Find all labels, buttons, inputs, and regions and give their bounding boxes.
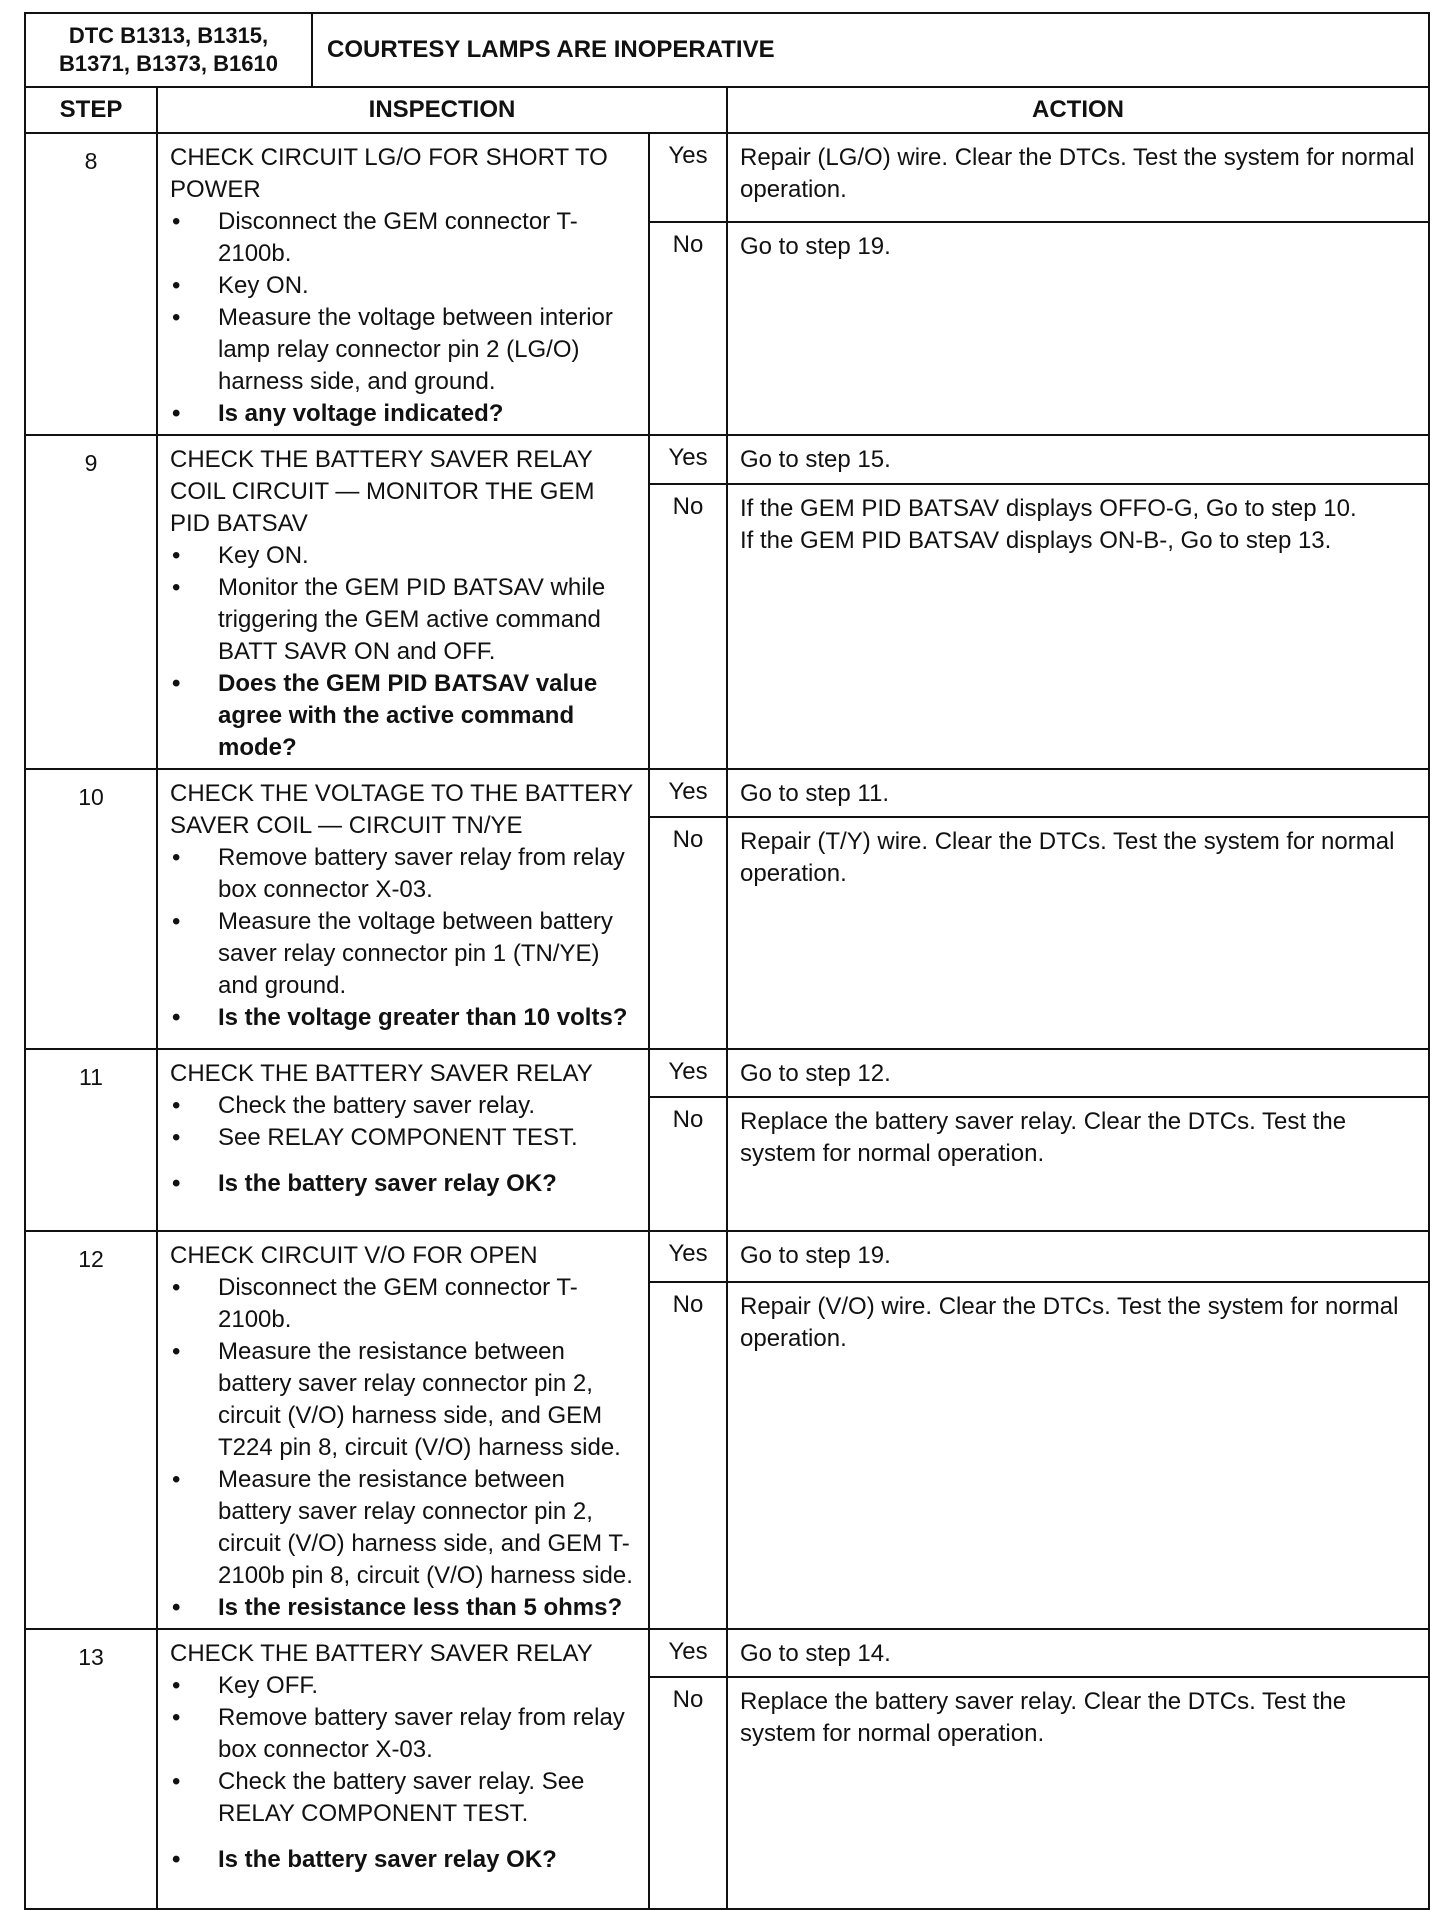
table-body [25, 133, 1429, 1909]
inspection-cell [157, 1049, 649, 1231]
inspection-list [170, 206, 638, 430]
inspection-cell [157, 133, 649, 435]
yes-action [727, 1629, 1429, 1677]
action-text: Repair (LG/O) wire. Clear the DTCs. Test the system for normal operation. [740, 144, 1415, 203]
inspection-list [170, 540, 638, 764]
inspection-title: CHECK THE BATTERY SAVER RELAY COIL CIRCUIT — MONITOR THE GEM PID BATSAV [170, 446, 595, 537]
inspection-step: • Key ON. [170, 540, 638, 572]
no-action [727, 1677, 1429, 1909]
yes-label: Yes [649, 133, 727, 222]
table-row-yes [25, 1231, 1429, 1282]
dtc-line-1: DTC B1313, B1315, [68, 23, 269, 48]
inspection-cell [157, 435, 649, 769]
action-text: Replace the battery saver relay. Clear the DTCs. Test the system for normal operation. [740, 1688, 1347, 1747]
step-number: 9 [25, 435, 157, 769]
column-header-row [25, 87, 1429, 133]
action-text: Replace the battery saver relay. Clear the DTCs. Test the system for normal operation. [740, 1108, 1347, 1167]
no-label: No [649, 817, 727, 1049]
inspection-title: CHECK THE BATTERY SAVER RELAY [170, 1640, 593, 1667]
inspection-question: • Is any voltage indicated? [170, 398, 638, 430]
yes-action [727, 769, 1429, 817]
inspection-list [170, 1272, 638, 1624]
yes-label: Yes [649, 435, 727, 484]
action-text: Go to step 19. [740, 1242, 891, 1269]
inspection-step: • Check the battery saver relay. [170, 1090, 638, 1122]
table-row-yes [25, 435, 1429, 484]
step-number: 13 [25, 1629, 157, 1909]
inspection-question: • Is the battery saver relay OK? [170, 1168, 638, 1200]
yes-action [727, 1049, 1429, 1097]
step-number: 12 [25, 1231, 157, 1629]
no-label: No [649, 1097, 727, 1231]
action-text: Repair (V/O) wire. Clear the DTCs. Test the system for normal operation. [740, 1292, 1399, 1352]
yes-label: Yes [649, 1629, 727, 1677]
no-action [727, 1097, 1429, 1231]
page-title: COURTESY LAMPS ARE INOPERATIVE [312, 13, 1429, 87]
step-number: 10 [25, 769, 157, 1049]
inspection-step: • Check the battery saver relay. See RELAY COMPONENT TEST. [170, 1766, 638, 1830]
column-header-step: STEP [25, 87, 157, 133]
yes-label: Yes [649, 1049, 727, 1097]
no-action [727, 1282, 1429, 1629]
inspection-title: CHECK CIRCUIT LG/O FOR SHORT TO POWER [170, 144, 608, 203]
column-header-action: ACTION [727, 87, 1429, 133]
yes-label: Yes [649, 1231, 727, 1282]
inspection-title: CHECK THE BATTERY SAVER RELAY [170, 1060, 593, 1087]
step-number: 11 [25, 1049, 157, 1231]
inspection-step: • Disconnect the GEM connector T-2100b. [170, 206, 638, 270]
table-row-yes [25, 1049, 1429, 1097]
header-row [25, 13, 1429, 87]
yes-action [727, 133, 1429, 222]
no-action [727, 484, 1429, 769]
inspection-question: • Is the battery saver relay OK? [170, 1844, 638, 1876]
no-action [727, 817, 1429, 1049]
step-number: 8 [25, 133, 157, 435]
no-label: No [649, 1282, 727, 1629]
action-text: Go to step 15. [740, 446, 891, 473]
inspection-step: • Remove battery saver relay from relay box connector X-03. [170, 842, 638, 906]
no-label: No [649, 1677, 727, 1909]
yes-action [727, 435, 1429, 484]
inspection-step: • Measure the resistance between battery saver relay connector pin 2, circuit (V/O) harness side, and GEM T-2100b pin 8, circuit (V/O) harness side. [170, 1464, 638, 1592]
inspection-list [170, 842, 638, 1034]
table-row-yes [25, 769, 1429, 817]
inspection-step: • Measure the voltage between interior lamp relay connector pin 2 (LG/O) harness side, and ground. [170, 302, 638, 398]
inspection-step: • See RELAY COMPONENT TEST. [170, 1122, 638, 1154]
yes-action [727, 1231, 1429, 1282]
inspection-cell [157, 1629, 649, 1909]
inspection-step: • Key ON. [170, 270, 638, 302]
inspection-step: • Measure the resistance between battery saver relay connector pin 2, circuit (V/O) harness side, and GEM T224 pin 8, circuit (V/O) harness side. [170, 1336, 638, 1464]
action-text: Go to step 12. [740, 1060, 891, 1087]
inspection-step: • Key OFF. [170, 1670, 638, 1702]
inspection-question: • Is the voltage greater than 10 volts? [170, 1002, 638, 1034]
inspection-question: • Is the resistance less than 5 ohms? [170, 1592, 638, 1624]
action-text: If the GEM PID BATSAV displays OFFO-G, Go to step 10. [740, 495, 1357, 523]
no-label: No [649, 484, 727, 769]
inspection-cell [157, 769, 649, 1049]
dtc-line-2: B1371, B1373, B1610 [59, 51, 278, 76]
table-row-yes [25, 1629, 1429, 1677]
action-text: Go to step 19. [740, 233, 891, 261]
action-text: Repair (T/Y) wire. Clear the DTCs. Test the system for normal operation. [740, 828, 1395, 887]
action-text: Go to step 14. [740, 1640, 891, 1667]
inspection-title: CHECK THE VOLTAGE TO THE BATTERY SAVER COIL — CIRCUIT TN/YE [170, 780, 633, 839]
no-label: No [649, 222, 727, 435]
inspection-step: • Monitor the GEM PID BATSAV while triggering the GEM active command BATT SAVR ON and OFF. [170, 572, 638, 668]
action-text: Go to step 11. [740, 780, 889, 807]
action-text: If the GEM PID BATSAV displays ON-B-, Go to step 13. [740, 527, 1332, 555]
diagnostic-table [24, 12, 1430, 1910]
no-action [727, 222, 1429, 435]
inspection-cell [157, 1231, 649, 1629]
dtc-codes [25, 13, 312, 87]
inspection-step: • Disconnect the GEM connector T-2100b. [170, 1272, 638, 1336]
inspection-list [170, 1670, 638, 1876]
column-header-inspection: INSPECTION [157, 87, 727, 133]
yes-label: Yes [649, 769, 727, 817]
inspection-step: • Measure the voltage between battery saver relay connector pin 1 (TN/YE) and ground. [170, 906, 638, 1002]
inspection-list [170, 1090, 638, 1200]
diagnostic-sheet [24, 12, 1428, 1910]
inspection-title: CHECK CIRCUIT V/O FOR OPEN [170, 1242, 538, 1269]
inspection-step: • Remove battery saver relay from relay box connector X-03. [170, 1702, 638, 1766]
inspection-question: • Does the GEM PID BATSAV value agree with the active command mode? [170, 668, 638, 764]
table-row-yes [25, 133, 1429, 222]
